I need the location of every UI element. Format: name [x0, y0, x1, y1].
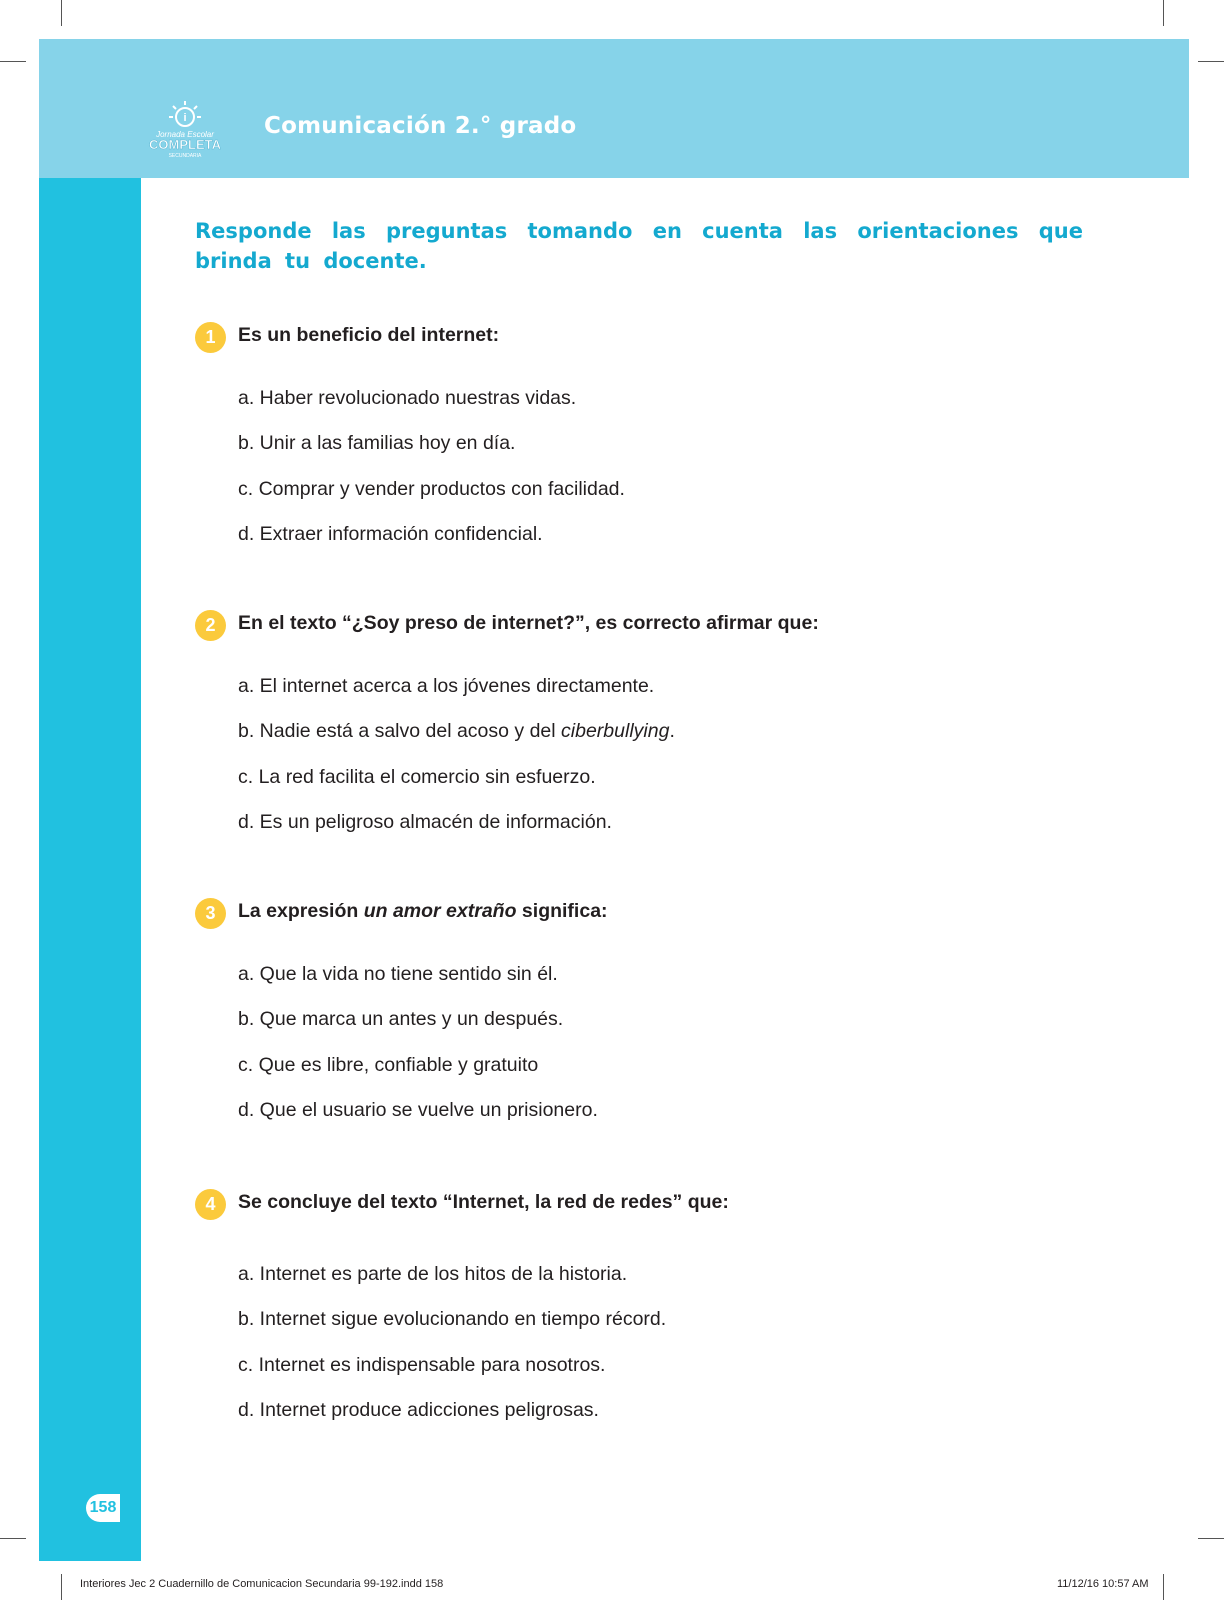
crop-mark: [1198, 61, 1224, 62]
question-number-badge: 3: [195, 898, 226, 929]
question-number-badge: 1: [195, 322, 226, 353]
crop-mark: [0, 1538, 26, 1539]
instruction-text: Responde las preguntas tomando en cuenta las orientaciones que brinda tu docente.: [195, 219, 1083, 273]
question-stem: Es un beneficio del internet:: [238, 324, 500, 346]
option-d: d. Es un peligroso almacén de información.: [238, 811, 612, 834]
question-stem: En el texto “¿Soy preso de internet?”, es correcto afirmar que:: [238, 612, 819, 634]
option-d: d. Extraer información confidencial.: [238, 523, 543, 546]
crop-mark: [1163, 1574, 1164, 1600]
crop-mark: [61, 0, 62, 26]
question-number-badge: 2: [195, 610, 226, 641]
question-1: [195, 322, 1095, 552]
svg-text:COMPLETA: COMPLETA: [149, 137, 221, 152]
option-c: c. Internet es indispensable para nosotros.: [238, 1353, 606, 1376]
header-band: [39, 39, 1189, 178]
option-list: [238, 385, 625, 567]
option-a: a. El internet acerca a los jóvenes directamente.: [238, 675, 655, 697]
option-b: b. Internet sigue evolucionando en tiempo récord.: [238, 1308, 667, 1331]
option-a: a. Haber revolucionado nuestras vidas.: [238, 387, 577, 409]
left-sidebar-band: [39, 178, 141, 1561]
page-number: 158: [86, 1494, 120, 1522]
question-stem: La expresión un amor extraño significa:: [238, 900, 608, 922]
question-3: [195, 898, 1095, 1128]
option-list: [238, 1261, 666, 1443]
option-list: [238, 961, 598, 1143]
crop-mark: [0, 61, 26, 62]
option-c: c. Comprar y vender productos con facilidad.: [238, 477, 625, 500]
crop-mark: [61, 1574, 62, 1600]
footer-file-info: Interiores Jec 2 Cuadernillo de Comunicacion Secundaria 99-192.indd 158: [80, 1578, 444, 1590]
footer-timestamp: 11/12/16 10:57 AM: [1057, 1578, 1149, 1590]
option-c: c. Que es libre, confiable y gratuito: [238, 1053, 539, 1076]
option-c: c. La red facilita el comercio sin esfuerzo.: [238, 765, 596, 788]
crop-mark: [1163, 0, 1164, 26]
option-a: a. Que la vida no tiene sentido sin él.: [238, 963, 558, 985]
page-header-title: Comunicación 2.° grado: [264, 113, 577, 139]
svg-text:Jornada Escolar: Jornada Escolar: [156, 130, 214, 139]
crop-mark: [1198, 1538, 1224, 1539]
option-d: d. Que el usuario se vuelve un prisionero.: [238, 1099, 598, 1122]
option-a: a. Internet es parte de los hitos de la historia.: [238, 1263, 628, 1285]
svg-text:i: i: [183, 112, 187, 124]
option-b: b. Que marca un antes y un después.: [238, 1008, 564, 1031]
question-number-badge: 4: [195, 1189, 226, 1220]
option-b: b. Unir a las familias hoy en día.: [238, 432, 516, 455]
svg-text:SECUNDARIA: SECUNDARIA: [168, 153, 202, 159]
option-list: [238, 673, 675, 855]
question-2: [195, 610, 1095, 840]
option-b: b. Nadie está a salvo del acoso y del ciberbullying.: [238, 720, 675, 743]
option-d: d. Internet produce adicciones peligrosas.: [238, 1399, 599, 1422]
question-4: [195, 1189, 1095, 1429]
jornada-escolar-logo: [145, 99, 225, 161]
question-stem: Se concluye del texto “Internet, la red de redes” que:: [238, 1191, 729, 1213]
